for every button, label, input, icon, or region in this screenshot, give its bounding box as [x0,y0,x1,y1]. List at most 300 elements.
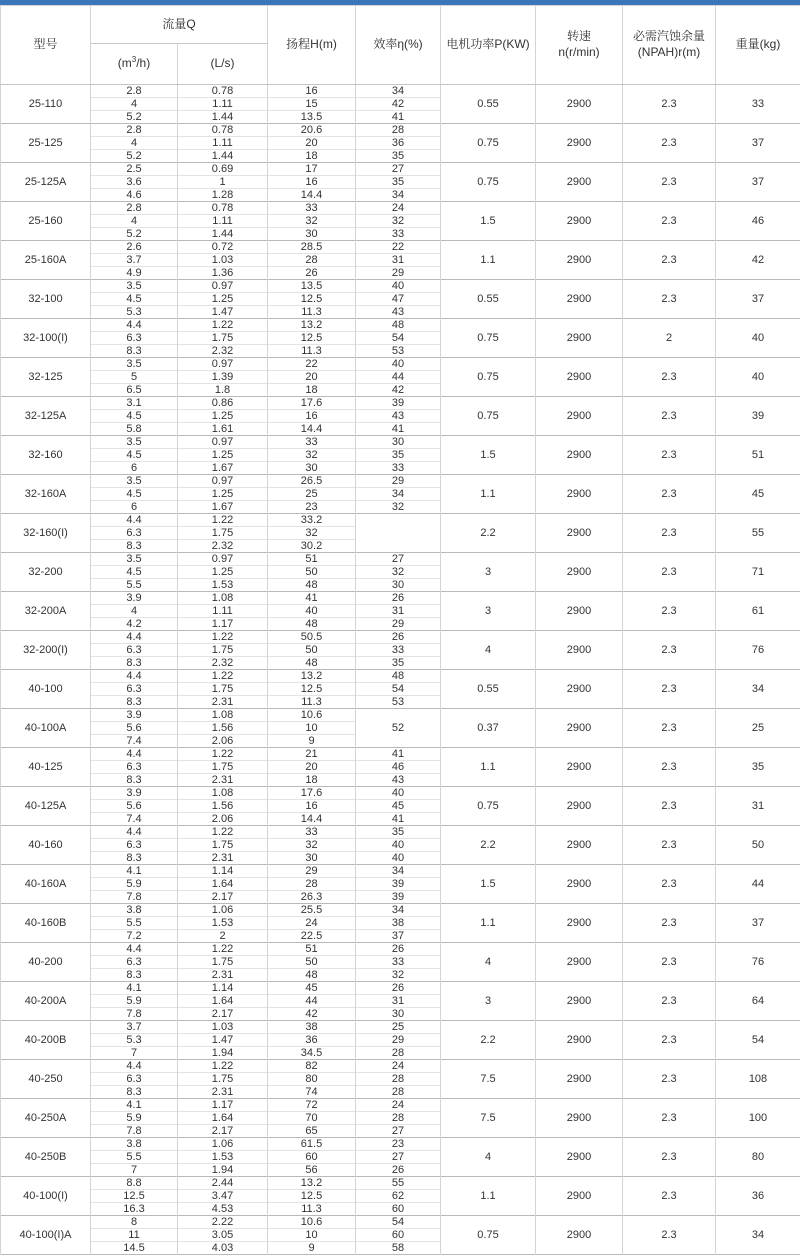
efficiency-cell: 32 [356,969,441,982]
power-cell: 0.75 [441,124,536,163]
head-cell: 29 [268,865,356,878]
model-cell: 32-160(I) [1,514,91,553]
head-cell: 13.2 [268,1177,356,1190]
efficiency-cell: 26 [356,592,441,605]
speed-cell: 2900 [536,475,623,514]
flow-ls-cell: 1.25 [178,566,268,579]
weight-cell: 37 [716,904,800,943]
flow-m3h-cell: 3.5 [91,475,178,488]
header-speed-line1: 转速 [566,29,591,44]
flow-m3h-cell: 2.5 [91,163,178,176]
flow-m3h-cell: 8.3 [91,969,178,982]
npsh-cell: 2.3 [623,631,716,670]
head-cell: 30 [268,462,356,475]
weight-cell: 54 [716,1021,800,1060]
head-cell: 20 [268,371,356,384]
flow-ls-cell: 2.17 [178,1125,268,1138]
power-cell: 0.75 [441,163,536,202]
power-cell: 1.1 [441,904,536,943]
model-cell: 40-200A [1,982,91,1021]
head-cell: 72 [268,1099,356,1112]
header-row-top [1,6,800,44]
head-cell: 51 [268,553,356,566]
npsh-cell: 2.3 [623,1021,716,1060]
head-cell: 33 [268,826,356,839]
power-cell: 2.2 [441,1021,536,1060]
efficiency-cell: 27 [356,163,441,176]
head-cell: 28 [268,254,356,267]
efficiency-cell: 32 [356,501,441,514]
efficiency-cell: 39 [356,891,441,904]
flow-ls-cell: 1.64 [178,995,268,1008]
flow-ls-cell: 0.97 [178,358,268,371]
flow-m3h-cell: 4 [91,215,178,228]
power-cell: 1.5 [441,865,536,904]
head-cell: 13.2 [268,319,356,332]
efficiency-cell: 26 [356,943,441,956]
flow-ls-cell: 1.25 [178,488,268,501]
efficiency-cell: 33 [356,462,441,475]
efficiency-cell: 52 [356,709,441,748]
flow-m3h-cell: 4.4 [91,631,178,644]
npsh-cell: 2.3 [623,1216,716,1255]
header-model: 型号 [1,6,91,85]
power-cell: 3 [441,982,536,1021]
model-cell: 32-125A [1,397,91,436]
head-cell: 32 [268,527,356,540]
flow-m3h-cell: 3.7 [91,1021,178,1034]
flow-m3h-cell: 4.5 [91,293,178,306]
flow-ls-cell: 3.05 [178,1229,268,1242]
npsh-cell: 2.3 [623,1099,716,1138]
weight-cell: 51 [716,436,800,475]
flow-ls-cell: 2.17 [178,1008,268,1021]
weight-cell: 50 [716,826,800,865]
flow-ls-cell: 1.17 [178,1099,268,1112]
head-cell: 25.5 [268,904,356,917]
flow-m3h-cell: 5.5 [91,917,178,930]
npsh-cell: 2 [623,319,716,358]
efficiency-cell: 42 [356,98,441,111]
power-cell: 7.5 [441,1099,536,1138]
npsh-cell: 2.3 [623,1138,716,1177]
header-npsh-line1: 必需汽蚀余量 [632,29,705,44]
flow-ls-cell: 1.94 [178,1047,268,1060]
power-cell: 0.37 [441,709,536,748]
flow-ls-cell: 0.78 [178,124,268,137]
flow-ls-cell: 1.22 [178,1060,268,1073]
weight-cell: 33 [716,85,800,124]
head-cell: 14.4 [268,813,356,826]
flow-m3h-cell: 14.5 [91,1242,178,1255]
efficiency-cell: 29 [356,618,441,631]
flow-m3h-cell: 5.3 [91,306,178,319]
head-cell: 60 [268,1151,356,1164]
header-flow-m3h [91,44,178,85]
table-row [1,943,800,956]
speed-cell: 2900 [536,397,623,436]
head-cell: 20 [268,137,356,150]
power-cell: 1.1 [441,475,536,514]
weight-cell: 37 [716,280,800,319]
flow-ls-cell: 2.06 [178,735,268,748]
flow-m3h-cell: 4.2 [91,618,178,631]
head-cell: 9 [268,735,356,748]
head-cell: 48 [268,969,356,982]
table-row [1,826,800,839]
header-npsh [623,6,716,85]
weight-cell: 37 [716,124,800,163]
head-cell: 32 [268,215,356,228]
flow-ls-cell: 1.03 [178,1021,268,1034]
head-cell: 34.5 [268,1047,356,1060]
npsh-cell: 2.3 [623,982,716,1021]
efficiency-cell: 27 [356,1125,441,1138]
head-cell: 20 [268,761,356,774]
flow-m3h-cell: 6.3 [91,683,178,696]
flow-ls-cell: 1.75 [178,839,268,852]
flow-m3h-cell: 2.8 [91,202,178,215]
flow-ls-cell: 2.31 [178,969,268,982]
efficiency-cell: 34 [356,189,441,202]
power-cell: 2.2 [441,826,536,865]
efficiency-cell: 29 [356,267,441,280]
flow-m3h-cell: 16.3 [91,1203,178,1216]
flow-ls-cell: 1.53 [178,1151,268,1164]
table-row [1,1216,800,1229]
flow-ls-cell: 4.53 [178,1203,268,1216]
table-row [1,1099,800,1112]
speed-cell: 2900 [536,904,623,943]
speed-cell: 2900 [536,85,623,124]
flow-ls-cell: 1.75 [178,683,268,696]
head-cell: 51 [268,943,356,956]
flow-ls-cell: 1.53 [178,579,268,592]
flow-ls-cell: 1.22 [178,826,268,839]
npsh-cell: 2.3 [623,163,716,202]
flow-m3h-cell: 3.5 [91,358,178,371]
flow-m3h-cell: 8.3 [91,852,178,865]
weight-cell: 80 [716,1138,800,1177]
weight-cell: 42 [716,241,800,280]
npsh-cell: 2.3 [623,748,716,787]
efficiency-cell: 53 [356,696,441,709]
table-row [1,1138,800,1151]
head-cell: 30 [268,228,356,241]
npsh-cell: 2.3 [623,124,716,163]
efficiency-cell: 40 [356,787,441,800]
speed-cell: 2900 [536,1177,623,1216]
model-cell: 40-100(I) [1,1177,91,1216]
efficiency-cell: 29 [356,475,441,488]
speed-cell: 2900 [536,670,623,709]
efficiency-cell: 38 [356,917,441,930]
efficiency-cell: 33 [356,956,441,969]
npsh-cell: 2.3 [623,397,716,436]
power-cell: 7.5 [441,1060,536,1099]
flow-ls-cell: 1.03 [178,254,268,267]
head-cell: 28 [268,878,356,891]
head-cell: 26.3 [268,891,356,904]
flow-ls-cell: 1.64 [178,1112,268,1125]
flow-m3h-cell: 3.5 [91,436,178,449]
efficiency-cell: 24 [356,202,441,215]
efficiency-cell: 31 [356,254,441,267]
flow-ls-cell: 0.78 [178,85,268,98]
head-cell: 48 [268,618,356,631]
flow-ls-cell: 1.75 [178,644,268,657]
efficiency-cell: 26 [356,982,441,995]
efficiency-cell: 39 [356,878,441,891]
efficiency-cell: 43 [356,306,441,319]
flow-m3h-cell: 5.3 [91,1034,178,1047]
npsh-cell: 2.3 [623,709,716,748]
flow-m3h-cell: 4.1 [91,865,178,878]
table-row [1,553,800,566]
head-cell: 14.4 [268,423,356,436]
head-cell: 44 [268,995,356,1008]
head-cell: 21 [268,748,356,761]
flow-m3h-cell: 4.5 [91,566,178,579]
npsh-cell: 2.3 [623,358,716,397]
flow-m3h-cell: 8.3 [91,657,178,670]
speed-cell: 2900 [536,163,623,202]
speed-cell: 2900 [536,982,623,1021]
weight-cell: 61 [716,592,800,631]
model-cell: 40-160 [1,826,91,865]
flow-m3h-cell: 4.5 [91,488,178,501]
flow-ls-cell: 1.22 [178,514,268,527]
table-row [1,982,800,995]
npsh-cell: 2.3 [623,592,716,631]
efficiency-cell: 54 [356,1216,441,1229]
flow-m3h-cell: 6.5 [91,384,178,397]
head-cell: 25 [268,488,356,501]
flow-ls-cell: 3.47 [178,1190,268,1203]
flow-m3h-cell: 8.3 [91,345,178,358]
flow-ls-cell: 1.06 [178,904,268,917]
efficiency-cell: 33 [356,228,441,241]
flow-ls-cell: 1.08 [178,787,268,800]
head-cell: 10.6 [268,1216,356,1229]
efficiency-cell: 35 [356,657,441,670]
flow-m3h-cell: 4.4 [91,319,178,332]
head-cell: 15 [268,98,356,111]
npsh-cell: 2.3 [623,280,716,319]
head-cell: 17.6 [268,397,356,410]
flow-m3h-cell: 8.3 [91,774,178,787]
power-cell: 0.75 [441,397,536,436]
header-flow: 流量Q [91,6,268,44]
efficiency-cell: 39 [356,397,441,410]
speed-cell: 2900 [536,787,623,826]
efficiency-cell: 42 [356,384,441,397]
flow-m3h-cell: 6.3 [91,1073,178,1086]
table-header [1,6,800,85]
table-row [1,865,800,878]
speed-cell: 2900 [536,865,623,904]
head-cell: 12.5 [268,683,356,696]
weight-cell: 31 [716,787,800,826]
flow-ls-cell: 1.22 [178,748,268,761]
flow-m3h-cell: 5.2 [91,228,178,241]
power-cell: 4 [441,943,536,982]
flow-m3h-cell: 4.5 [91,449,178,462]
flow-m3h-cell: 5 [91,371,178,384]
power-cell: 1.1 [441,748,536,787]
model-cell: 40-160B [1,904,91,943]
flow-m3h-cell: 5.2 [91,150,178,163]
weight-cell: 35 [716,748,800,787]
flow-m3h-cell: 4.1 [91,1099,178,1112]
flow-ls-cell: 1.53 [178,917,268,930]
efficiency-cell: 43 [356,410,441,423]
head-cell: 42 [268,1008,356,1021]
flow-m3h-cell: 12.5 [91,1190,178,1203]
head-cell: 32 [268,449,356,462]
flow-ls-cell: 1.25 [178,293,268,306]
speed-cell: 2900 [536,202,623,241]
head-cell: 10 [268,1229,356,1242]
efficiency-cell: 41 [356,813,441,826]
model-cell: 40-125A [1,787,91,826]
flow-ls-cell: 1.61 [178,423,268,436]
table-row [1,319,800,332]
flow-m3h-cell: 4 [91,98,178,111]
flow-m3h-cell: 3.5 [91,553,178,566]
head-cell: 30 [268,852,356,865]
head-cell: 23 [268,501,356,514]
table-row [1,202,800,215]
npsh-cell: 2.3 [623,241,716,280]
efficiency-cell: 29 [356,1034,441,1047]
npsh-cell: 2.3 [623,943,716,982]
head-cell: 50 [268,566,356,579]
weight-cell: 45 [716,475,800,514]
power-cell: 1.5 [441,436,536,475]
flow-m3h-cell: 3.5 [91,280,178,293]
table-row [1,436,800,449]
flow-ls-cell: 0.86 [178,397,268,410]
table-row [1,397,800,410]
npsh-cell: 2.3 [623,1060,716,1099]
flow-ls-cell: 0.97 [178,475,268,488]
weight-cell: 34 [716,670,800,709]
efficiency-cell: 47 [356,293,441,306]
power-cell: 0.55 [441,670,536,709]
flow-ls-cell: 1.11 [178,98,268,111]
flow-ls-cell: 1.25 [178,410,268,423]
flow-m3h-cell: 5.6 [91,800,178,813]
flow-m3h-cell: 3.8 [91,904,178,917]
efficiency-cell: 62 [356,1190,441,1203]
table-row [1,163,800,176]
header-speed [536,6,623,85]
head-cell: 16 [268,800,356,813]
flow-m3h-cell: 3.9 [91,592,178,605]
efficiency-cell: 34 [356,488,441,501]
efficiency-cell: 48 [356,670,441,683]
weight-cell: 39 [716,397,800,436]
flow-m3h-cell: 7.8 [91,1125,178,1138]
flow-m3h-cell: 7 [91,1164,178,1177]
weight-cell: 71 [716,553,800,592]
flow-ls-cell: 1.06 [178,1138,268,1151]
npsh-cell: 2.3 [623,436,716,475]
head-cell: 17.6 [268,787,356,800]
table-row [1,1060,800,1073]
flow-ls-cell: 0.97 [178,553,268,566]
npsh-cell: 2.3 [623,865,716,904]
head-cell: 48 [268,579,356,592]
flow-m3h-cell: 8.3 [91,1086,178,1099]
weight-cell: 64 [716,982,800,1021]
table-row [1,787,800,800]
table-row [1,475,800,488]
efficiency-cell: 41 [356,111,441,124]
header-weight: 重量(kg) [716,6,800,85]
flow-ls-cell: 1.8 [178,384,268,397]
flow-ls-cell: 1.11 [178,605,268,618]
efficiency-cell: 35 [356,150,441,163]
speed-cell: 2900 [536,1138,623,1177]
flow-ls-cell: 1.36 [178,267,268,280]
efficiency-cell: 54 [356,683,441,696]
table-row [1,1177,800,1190]
speed-cell: 2900 [536,124,623,163]
model-cell: 40-125 [1,748,91,787]
header-npsh-line2: (NPAH)r(m) [637,45,701,59]
flow-ls-cell: 2.22 [178,1216,268,1229]
head-cell: 17 [268,163,356,176]
head-cell: 16 [268,410,356,423]
efficiency-cell: 40 [356,839,441,852]
table-row [1,709,800,722]
efficiency-cell: 25 [356,1021,441,1034]
flow-m3h-cell: 7.4 [91,735,178,748]
model-cell: 32-160 [1,436,91,475]
flow-ls-cell: 1.94 [178,1164,268,1177]
flow-m3h-cell: 3.9 [91,709,178,722]
power-cell: 2.2 [441,514,536,553]
head-cell: 50.5 [268,631,356,644]
flow-ls-cell: 1.44 [178,111,268,124]
head-cell: 18 [268,150,356,163]
head-cell: 11.3 [268,696,356,709]
efficiency-cell: 26 [356,631,441,644]
flow-m3h-cell: 5.2 [91,111,178,124]
flow-m3h-cell: 2.8 [91,85,178,98]
table-row [1,514,800,527]
head-cell: 33.2 [268,514,356,527]
weight-cell: 76 [716,943,800,982]
head-cell: 12.5 [268,332,356,345]
table-row [1,1021,800,1034]
table-row [1,748,800,761]
model-cell: 32-200 [1,553,91,592]
npsh-cell: 2.3 [623,670,716,709]
flow-m3h-cell: 4.1 [91,982,178,995]
efficiency-cell: 24 [356,1060,441,1073]
power-cell: 0.75 [441,358,536,397]
flow-ls-cell: 1.56 [178,722,268,735]
head-cell: 45 [268,982,356,995]
flow-ls-cell: 1.14 [178,865,268,878]
head-cell: 36 [268,1034,356,1047]
weight-cell: 36 [716,1177,800,1216]
model-cell: 40-100A [1,709,91,748]
efficiency-cell: 28 [356,1073,441,1086]
